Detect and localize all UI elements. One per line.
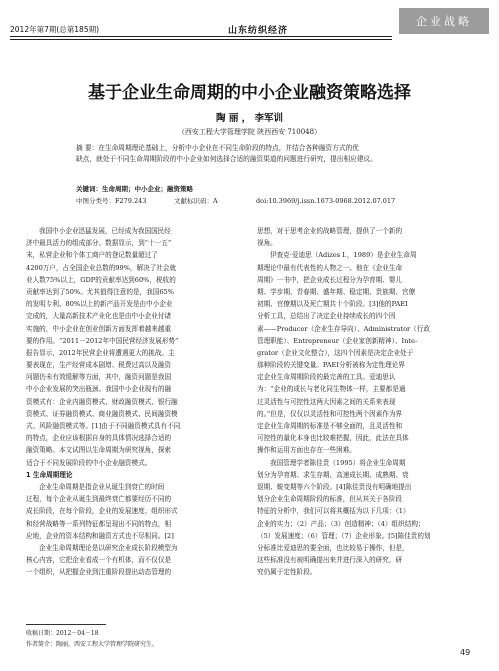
body-text-line: 贡献率达到了50%。尤其值得注意的是，我国65% bbox=[26, 287, 174, 296]
abstract-line: 缺点，就处于不同生命周期阶段的中小企业如何选择合适的融资渠道的问题进行研究，提出相应建议。 bbox=[76, 155, 377, 163]
page-header bbox=[0, 0, 499, 44]
body-text-line: 要表现在，生产经营成本剧增、税费过高以及融资 bbox=[26, 361, 172, 370]
doi: doi:10.3969/j.issn.1673-0968.2012.07.017 bbox=[256, 197, 396, 205]
body-text-line: 核心内容，它把企业看成一个有机体，而不仅仅是 bbox=[26, 556, 172, 565]
body-text-line: 初期、官僚期以及死亡期共十个阶段。[3]他的PAEI bbox=[257, 300, 408, 309]
clc-number: 中图分类号：F279.243 bbox=[76, 197, 147, 205]
section-tab: 企业战略 bbox=[399, 8, 489, 34]
body-text-line: 我国中小企业迅猛发展，已经成为我国国民经 bbox=[39, 227, 171, 235]
body-text-line: 实施的，中小企业在创业创新方面发挥着越来越重 bbox=[26, 324, 172, 333]
body-text-line: 适合于不同发展阶段的中小企业融资模式。 bbox=[26, 458, 152, 467]
footnote-rule bbox=[26, 624, 106, 625]
body-text-line: 企业的实力；（2）产品；（3）创造精神；（4）组织结构； bbox=[257, 519, 425, 528]
body-text-line: 退期、蜕变期等六个阶段。[4]陈佳贵没有明确地提出 bbox=[257, 482, 412, 491]
body-text-line: 企业生命周期是指企业从诞生到衰亡的时间 bbox=[39, 482, 165, 491]
body-text-line: 中小企业发展的突出瓶颈。我国中小企业现有的融 bbox=[26, 385, 172, 394]
body-text-line: 这些标准没有被明确提出来并进行深入的研究，研 bbox=[257, 556, 403, 565]
body-text-line: 那种阶段的关键变量。PAEI分析被称为定性理论界 bbox=[257, 361, 405, 370]
page-number: 49 bbox=[460, 648, 471, 657]
section-heading: 1 生命周期理论 bbox=[26, 470, 73, 479]
body-text-line: 可控性的量化本身也比较难把握，因此，此法在具体 bbox=[257, 434, 409, 443]
article-title: 基于企业生命周期的中小企业融资策略选择 bbox=[88, 83, 411, 103]
body-text-line: 4200万户，占全国企业总数的99%，解决了社会就 bbox=[26, 263, 177, 272]
keywords: 关键词：生命周期；中小企业；融资策略 bbox=[76, 185, 193, 193]
body-text-line: 划分企业生命周期阶段的标准，但从其关于各阶段 bbox=[257, 495, 403, 504]
body-text-line: 定企业生命周期阶段的最完善的工具。爱迪思认 bbox=[257, 373, 396, 382]
body-text-line: 应地，企业的资本结构和融资方式也不尽相同。[2] bbox=[26, 531, 174, 540]
body-text-line: 操作和运用方面也存在一些困难。 bbox=[257, 446, 356, 455]
article-authors: 陶 丽 ， 李军训 bbox=[216, 113, 283, 124]
body-text-line: 的特点，企业应该根据自身的具体情况选择合适的 bbox=[26, 434, 172, 443]
body-text-line: 特征的分析中，我们可以将其概括为以下几项：（1） bbox=[257, 507, 410, 516]
body-text-line: 过灵活性与可控性这两大因素之间的关系来表现 bbox=[257, 397, 396, 406]
abstract bbox=[76, 143, 436, 165]
header-rule-thin bbox=[10, 39, 392, 40]
body-text-line: 的。”但是，仅仅以灵活性和可控性两个因素作为界 bbox=[257, 409, 403, 418]
received-date: 收稿日期：2012－04－18 bbox=[26, 630, 99, 637]
body-text-line: 问题仍未有效缓解等方面，其中，融资问题是我国 bbox=[26, 373, 172, 382]
body-text-line: 企业生命周期理论是以研究企业成长阶段模型为 bbox=[39, 543, 178, 552]
body-text-line: 业人数75%以上，GDP的贡献率达到60%，税收的 bbox=[26, 275, 176, 284]
body-text-line: 视角。 bbox=[257, 239, 277, 248]
body-text-line: 式、风险融资模式等。[1]由于不同融资模式具有不同 bbox=[26, 422, 181, 430]
body-text-line: 定企业生命周期的标准是不够全面的，且灵活性和 bbox=[257, 422, 403, 430]
body-text-line: 资模式有：企业内融资模式、财政融资模式、银行融 bbox=[26, 397, 178, 406]
body-text-line: 期、学步期、青春期、盛年期、稳定期、贵族期、官僚 bbox=[257, 287, 416, 296]
body-text-line: 成长阶段，在每个阶段，企业的发展速度、组织形式 bbox=[26, 507, 178, 516]
body-text-line: 末，私营企业和个体工商户的登记数量超过了 bbox=[26, 251, 158, 260]
author-bio: 作者简介：陶丽，西安工程大学管理学院研究生。 bbox=[26, 641, 159, 648]
body-text-line: 我国管理学者陈佳贵（1995）将企业生命周期 bbox=[270, 458, 406, 467]
body-text-line: 为：“企业的成长与老化同生物体一样，主要都是通 bbox=[257, 385, 406, 394]
body-text-line: 究仍属于定性阶段。 bbox=[257, 568, 317, 577]
body-text-line: grator（企业文化整合），这四个因素是决定企业处于 bbox=[257, 348, 414, 357]
journal-name: 山东纺织经济 bbox=[228, 26, 289, 36]
body-text-line: 思想，对于思考企业的战略管理，提供了一个新的 bbox=[257, 227, 403, 235]
abstract-line: 摘 要：在生命周期理论基础上，分析中小企业在不同生命阶段的特点，并结合各种融资方式的优 bbox=[76, 144, 359, 152]
body-text-line: 要的作用。“2011－2012年中国民营经济发展形势” bbox=[26, 336, 179, 345]
body-text-line: 管理职能）、Entrepreneur（企业家创新精神）、Inte- bbox=[257, 336, 418, 345]
body-text-line: 济中最具活力的组成部分。数据显示，到“十一五” bbox=[26, 239, 172, 248]
body-text-line: 划分为孕育期、求生存期、高速成长期、成熟期、衰 bbox=[257, 470, 409, 479]
body-text-line: 分标准比爱迪思的要全面，也比较易于操作，但是， bbox=[257, 543, 409, 552]
body-text-line: 期理论中最有代表性的人物之一。他在《企业生命 bbox=[257, 263, 403, 272]
left-column bbox=[26, 225, 238, 578]
body-text-line: 融资策略。本文试图以生命周期为研究视角，探索 bbox=[26, 446, 172, 455]
body-text-line: 伊查克·爱迪思（Adizes I.，1989）是企业生命周 bbox=[270, 251, 417, 260]
issue-info: 2012年第7期(总第185期) bbox=[10, 25, 100, 34]
body-text-line: 完成的，大量高新技术产业化也是由中小企业付诸 bbox=[26, 312, 172, 321]
body-text-line: 分析工具，总结出了决定企业持续成长的四个因 bbox=[257, 312, 396, 321]
body-text-line: 一个组织，从把握企业到注重阶段提出动态管理的 bbox=[26, 568, 172, 577]
body-text-line: 资模式、证券融资模式、商业融资模式、民间融资模 bbox=[26, 409, 178, 418]
right-column bbox=[257, 225, 473, 578]
body-text-line: 的发明专利、80%以上的新产品开发是由中小企业 bbox=[26, 300, 173, 309]
body-text-line: 周期》一书中，把企业成长过程分为孕育期、婴儿 bbox=[257, 275, 403, 284]
body-text-line: 和经营战略等一系列特征都呈现出不同的特点，相 bbox=[26, 519, 172, 528]
document-code: 文献标识码：A bbox=[174, 197, 218, 205]
body-text-line: 过程，每个企业从诞生到最终衰亡都要经历不同的 bbox=[26, 495, 172, 504]
body-text-line: （5）发展速度；（6）管理；（7）企业形象。[5]陈佳贵的划 bbox=[257, 531, 431, 540]
body-text-line: 报告显示，2012年民营企业将遭遇更大的挑战。主 bbox=[26, 348, 175, 357]
author-affiliation: （西安工程大学管理学院 陕西西安 710048） bbox=[177, 128, 322, 136]
body-text-line: 素——Producer（企业生存导向）、Administrator（行政 bbox=[257, 324, 430, 333]
header-rule bbox=[10, 36, 392, 37]
